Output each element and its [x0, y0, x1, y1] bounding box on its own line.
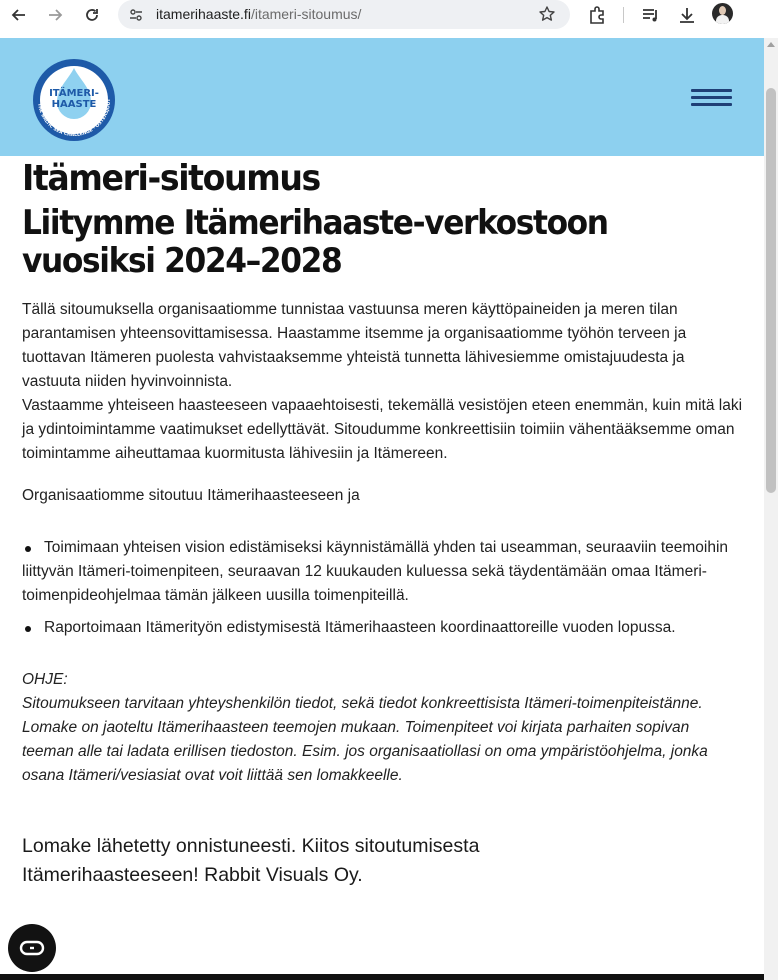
site-info-icon[interactable]: [127, 6, 145, 24]
form-success-message: Lomake lähetetty onnistuneesti. Kiitos sitoutumisesta Itämerihaasteeseen! Rabbit Visuals Oy.: [22, 835, 480, 886]
profile-avatar[interactable]: [712, 3, 733, 24]
intro-paragraph-1: Tällä sitoumuksella organisaatiomme tunnistaa vastuunsa meren käyttöpaineiden ja meren tilan parantamisen yhteensovittamisessa. Haastamme itsemme ja organisaatiomme työhön terveen ja tuottavan Itämeren puolesta vahvistaaksemme yhteistä tunnetta lähivesiemme omistajuudesta ja vastuuta niiden hyvinvoinnista.: [22, 301, 687, 390]
itamerihaaste-logo[interactable]: [28, 54, 120, 144]
media-queue-icon[interactable]: [641, 5, 661, 25]
main-content: [22, 156, 742, 890]
url-text[interactable]: itamerihaaste.fi/itameri-sitoumus/: [156, 6, 362, 22]
logo-text-line1: ITÄMERI-: [49, 88, 99, 99]
web-page: [0, 38, 764, 980]
page-scrollbar[interactable]: [764, 38, 778, 980]
scroll-up-arrow-icon[interactable]: [767, 42, 775, 47]
hamburger-menu-icon[interactable]: [691, 89, 733, 109]
browser-toolbar: [0, 0, 778, 38]
instructions-block: [22, 668, 742, 788]
commitment-lead: Organisaatiomme sitoutuu Itämerihaasteeseen ja: [22, 487, 360, 504]
extensions-icon[interactable]: [587, 5, 607, 25]
logo-ring-text: THE BALTIC SEA CHALLENGE · ÖSTERSJÖUT: [36, 98, 113, 139]
logo-text-line2: HAASTE: [51, 99, 97, 110]
page-subtitle: Liitymme Itämerihaaste-verkostoon vuosiksi 2024–2028: [22, 203, 608, 281]
download-icon[interactable]: [677, 5, 697, 25]
instructions-label: OHJE:: [22, 671, 68, 688]
chat-widget-icon[interactable]: [8, 924, 56, 972]
scrollbar-thumb[interactable]: [766, 88, 776, 493]
back-icon[interactable]: [9, 5, 29, 25]
page-title: Itämeri-sitoumus: [22, 158, 320, 199]
toolbar-separator: [623, 7, 624, 23]
forward-icon[interactable]: [45, 5, 65, 25]
list-item: Toimimaan yhteisen vision edistämiseksi käynnistämällä yhden tai useamman, seuraaviin teemoihin liittyvän Itämeri-toimenpiteen, seuraavan 12 kuukauden kuluessa sekä täydentämään omaa Itämeri-toimenpideohjelmaa tämän jälkeen uusilla toimenpiteillä.: [22, 539, 729, 604]
address-bar[interactable]: [118, 0, 570, 29]
bookmark-star-icon[interactable]: [538, 5, 556, 23]
commitment-list: [22, 536, 742, 640]
bullet-icon: [25, 546, 31, 552]
list-item: Raportoimaan Itämerityön edistymisestä Itämerihaasteen koordinaattoreille vuoden lopussa.: [22, 616, 742, 640]
bullet-icon: [25, 626, 31, 632]
site-header: [0, 38, 764, 156]
intro-paragraph-2: Vastaamme yhteiseen haasteeseen vapaaehtoisesti, tekemällä vesistöjen eteen enemmän, kuin mitä laki ja ydintoimintamme vaatimukset edellyttävät. Sitoudumme konkreettisiin toimiin vähentääksemme oman toimintamme aiheuttamaa kuormitusta lähivesiin ja Itämereen.: [22, 397, 743, 462]
reload-icon[interactable]: [82, 5, 102, 25]
bottom-bar: [0, 974, 764, 980]
instructions-text: Sitoumukseen tarvitaan yhteyshenkilön tiedot, sekä tiedot konkreettisista Itämeri-toimenpiteistänne. Lomake on jaoteltu Itämerihaasteen teemojen mukaan. Toimenpiteet voi kirjata parhaiten sopivan teeman alle tai ladata erillisen tiedoston. Esim. jos organisaatiollasi on oma ympäristöohjelma, jonka osana Itämeri/vesiasiat ovat voit liittää sen lomakkeelle.: [22, 695, 708, 784]
